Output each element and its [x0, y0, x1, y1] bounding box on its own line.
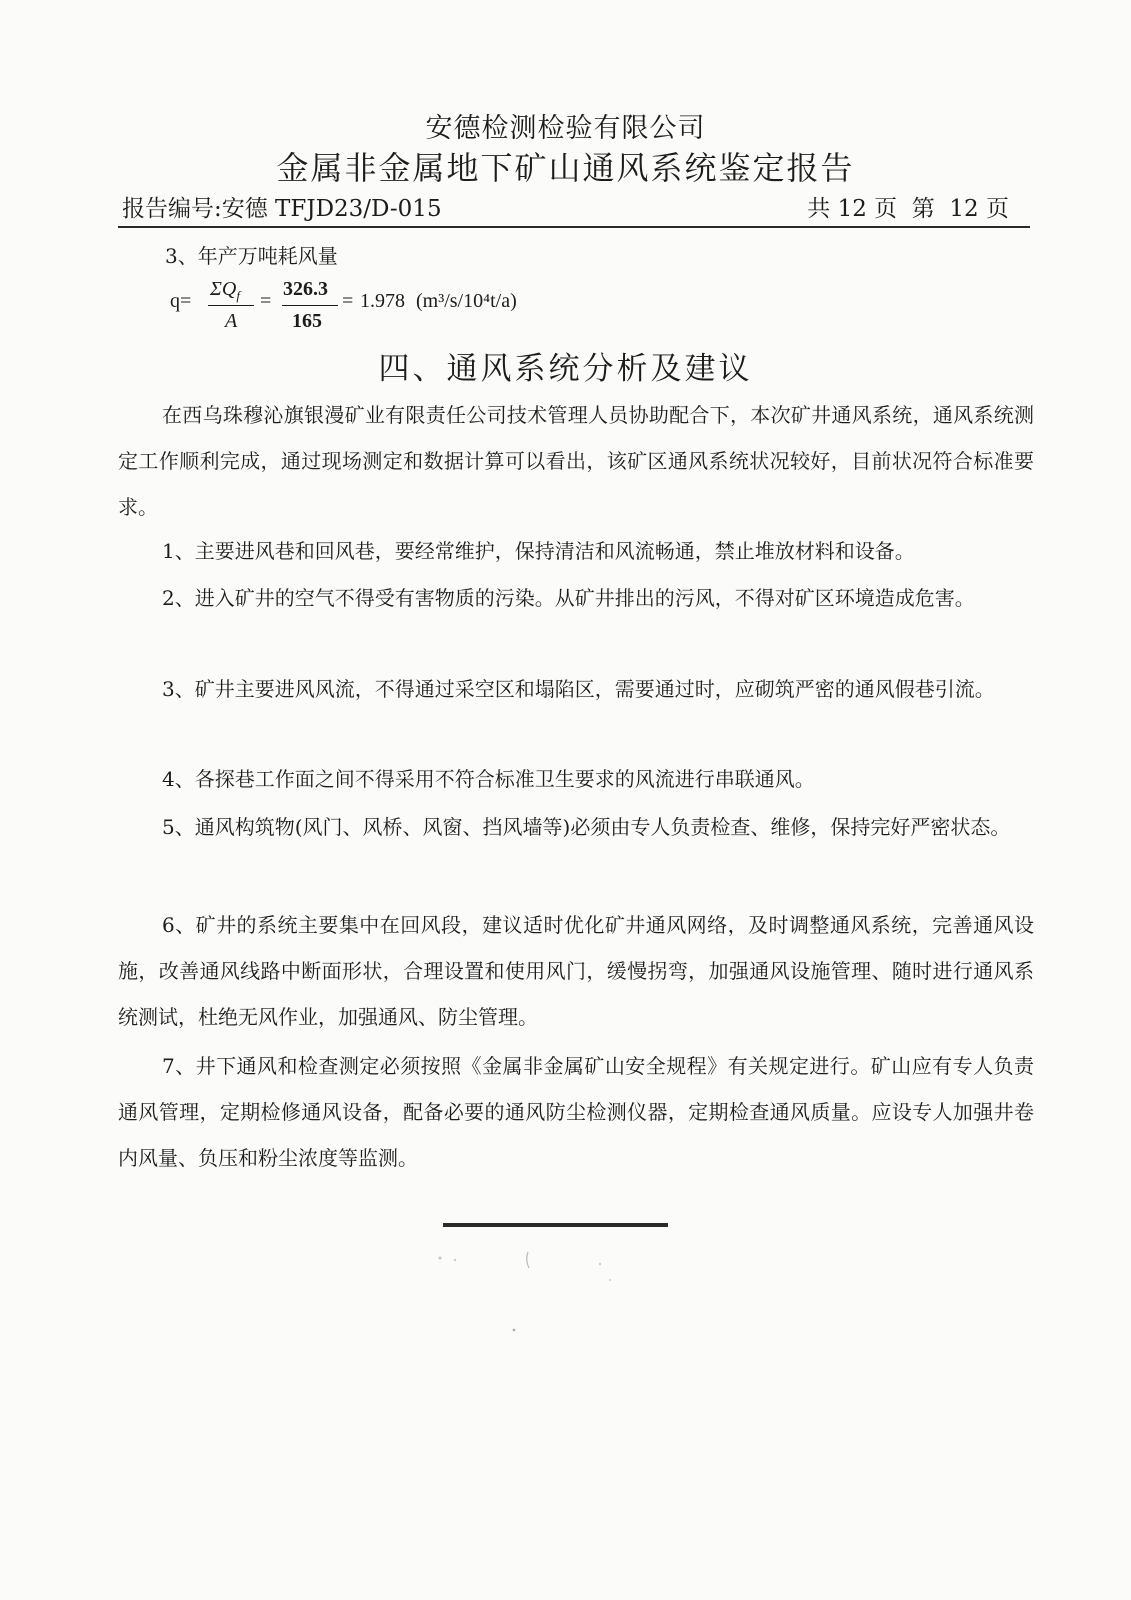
formula-denominator-value: 165 — [292, 310, 322, 332]
recommendation-6: 6、矿井的系统主要集中在回风段，建议适时优化矿井通风网络，及时调整通风系统，完善通风设施，改善通风线路中断面形状，合理设置和使用风门，缓慢拐弯，加强通风设施管理、随时进行通风系统测试，杜绝无风作业，加强通风、防尘管理。 — [118, 913, 1034, 1029]
scan-specks — [430, 1250, 630, 1343]
scan-noise-graphic — [430, 1250, 630, 1340]
fraction-line-2 — [282, 305, 338, 306]
report-title: 金属非金属地下矿山通风系统鉴定报告 — [276, 149, 855, 187]
formula-numerator-symbol: $\Sigma Q_f$ — [210, 278, 240, 303]
page-count: 共 12 页 第 12 页 — [807, 196, 1009, 222]
calc-item-title: 3、年产万吨耗风量 — [165, 244, 338, 268]
formula-numerator-subscript: f — [236, 288, 240, 303]
formula-result: 1.978 — [360, 290, 405, 312]
formula-lhs: q= — [170, 290, 192, 312]
section-heading: 四、通风系统分析及建议 — [378, 351, 753, 387]
recommendation-5: 5、通风构筑物(风门、风桥、风窗、挡风墙等)必须由专人负责检查、维修，保持完好严密状态。 — [162, 815, 1011, 839]
formula-equals-2: = — [342, 290, 354, 312]
formula-unit: (m³/s/10⁴t/a) — [416, 290, 517, 312]
end-divider — [443, 1223, 668, 1227]
recommendation-4: 4、各探巷工作面之间不得采用不符合标准卫生要求的风流进行串联通风。 — [162, 767, 815, 791]
fraction-line-1 — [208, 305, 254, 306]
intro-paragraph: 在西乌珠穆沁旗银漫矿业有限责任公司技术管理人员协助配合下，本次矿井通风系统，通风系统测定工作顺利完成，通过现场测定和数据计算可以看出，该矿区通风系统状况较好，目前状况符合标准要求。 — [118, 403, 1034, 519]
company-name: 安德检测检验有限公司 — [425, 113, 706, 144]
recommendation-3: 3、矿井主要进风风流，不得通过采空区和塌陷区，需要通过时，应砌筑严密的通风假巷引流。 — [162, 677, 995, 701]
formula-equals-1: = — [260, 290, 272, 312]
recommendation-2: 2、进入矿井的空气不得受有害物质的污染。从矿井排出的污风，不得对矿区环境造成危害。 — [162, 586, 975, 610]
recommendation-7: 7、井下通风和检查测定必须按照《金属非金属矿山安全规程》有关规定进行。矿山应有专人负责通风管理，定期检修通风设备，配备必要的通风防尘检测仪器，定期检查通风质量。应设专人加强井卷内风量、负压和粉尘浓度等监测。 — [118, 1054, 1034, 1170]
formula-denominator-symbol: A — [225, 310, 238, 332]
formula-numerator-value: 326.3 — [283, 278, 328, 300]
report-number: 报告编号:安德 TFJD23/D-015 — [122, 196, 442, 222]
recommendation-1: 1、主要进风巷和回风巷，要经常维护，保持清洁和风流畅通，禁止堆放材料和设备。 — [162, 539, 915, 563]
header-divider — [118, 226, 1030, 228]
